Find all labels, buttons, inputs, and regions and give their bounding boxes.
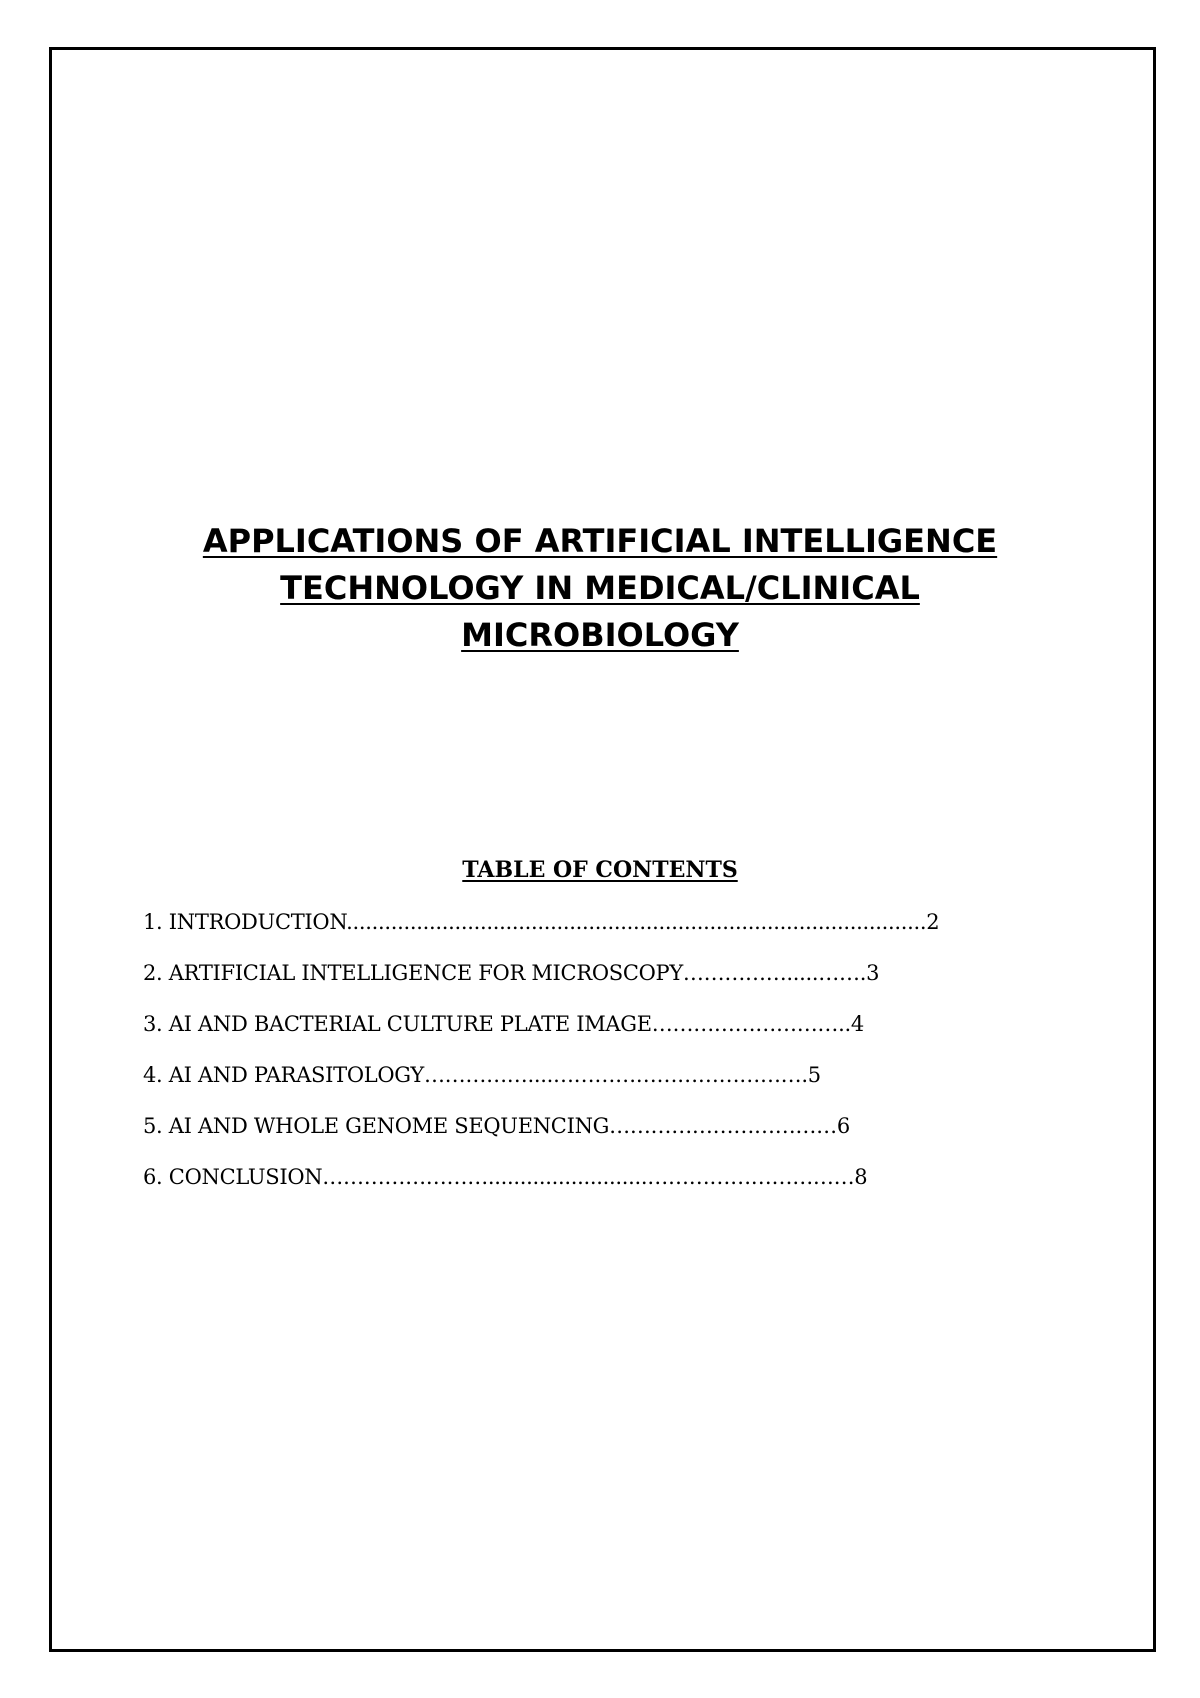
toc-heading: TABLE OF CONTENTS (462, 857, 738, 883)
toc-item-microscopy: 2. ARTIFICIAL INTELLIGENCE FOR MICROSCOPY…………….....…….3 (143, 961, 880, 985)
page-border (49, 47, 1156, 1652)
toc-item-introduction: 1. INTRODUCTION...........................................................................................2 (143, 910, 940, 934)
toc-item-bacterial-culture: 3. AI AND BACTERIAL CULTURE PLATE IMAGE………………………..4 (143, 1012, 864, 1036)
title-line-2: TECHNOLOGY IN MEDICAL/CLINICAL (280, 569, 920, 607)
toc-item-parasitology: 4. AI AND PARASITOLOGY……………....……………………………….5 (143, 1063, 821, 1087)
toc-item-genome-sequencing: 5. AI AND WHOLE GENOME SEQUENCING……………………………6 (143, 1114, 850, 1138)
title-line-3: MICROBIOLOGY (461, 616, 739, 654)
toc-item-conclusion: 6. CONCLUSION…………………….........................…………………………8 (143, 1165, 868, 1189)
document-title (100, 518, 1100, 659)
table-of-contents (143, 908, 1063, 1214)
title-line-1: APPLICATIONS OF ARTIFICIAL INTELLIGENCE (202, 522, 998, 560)
